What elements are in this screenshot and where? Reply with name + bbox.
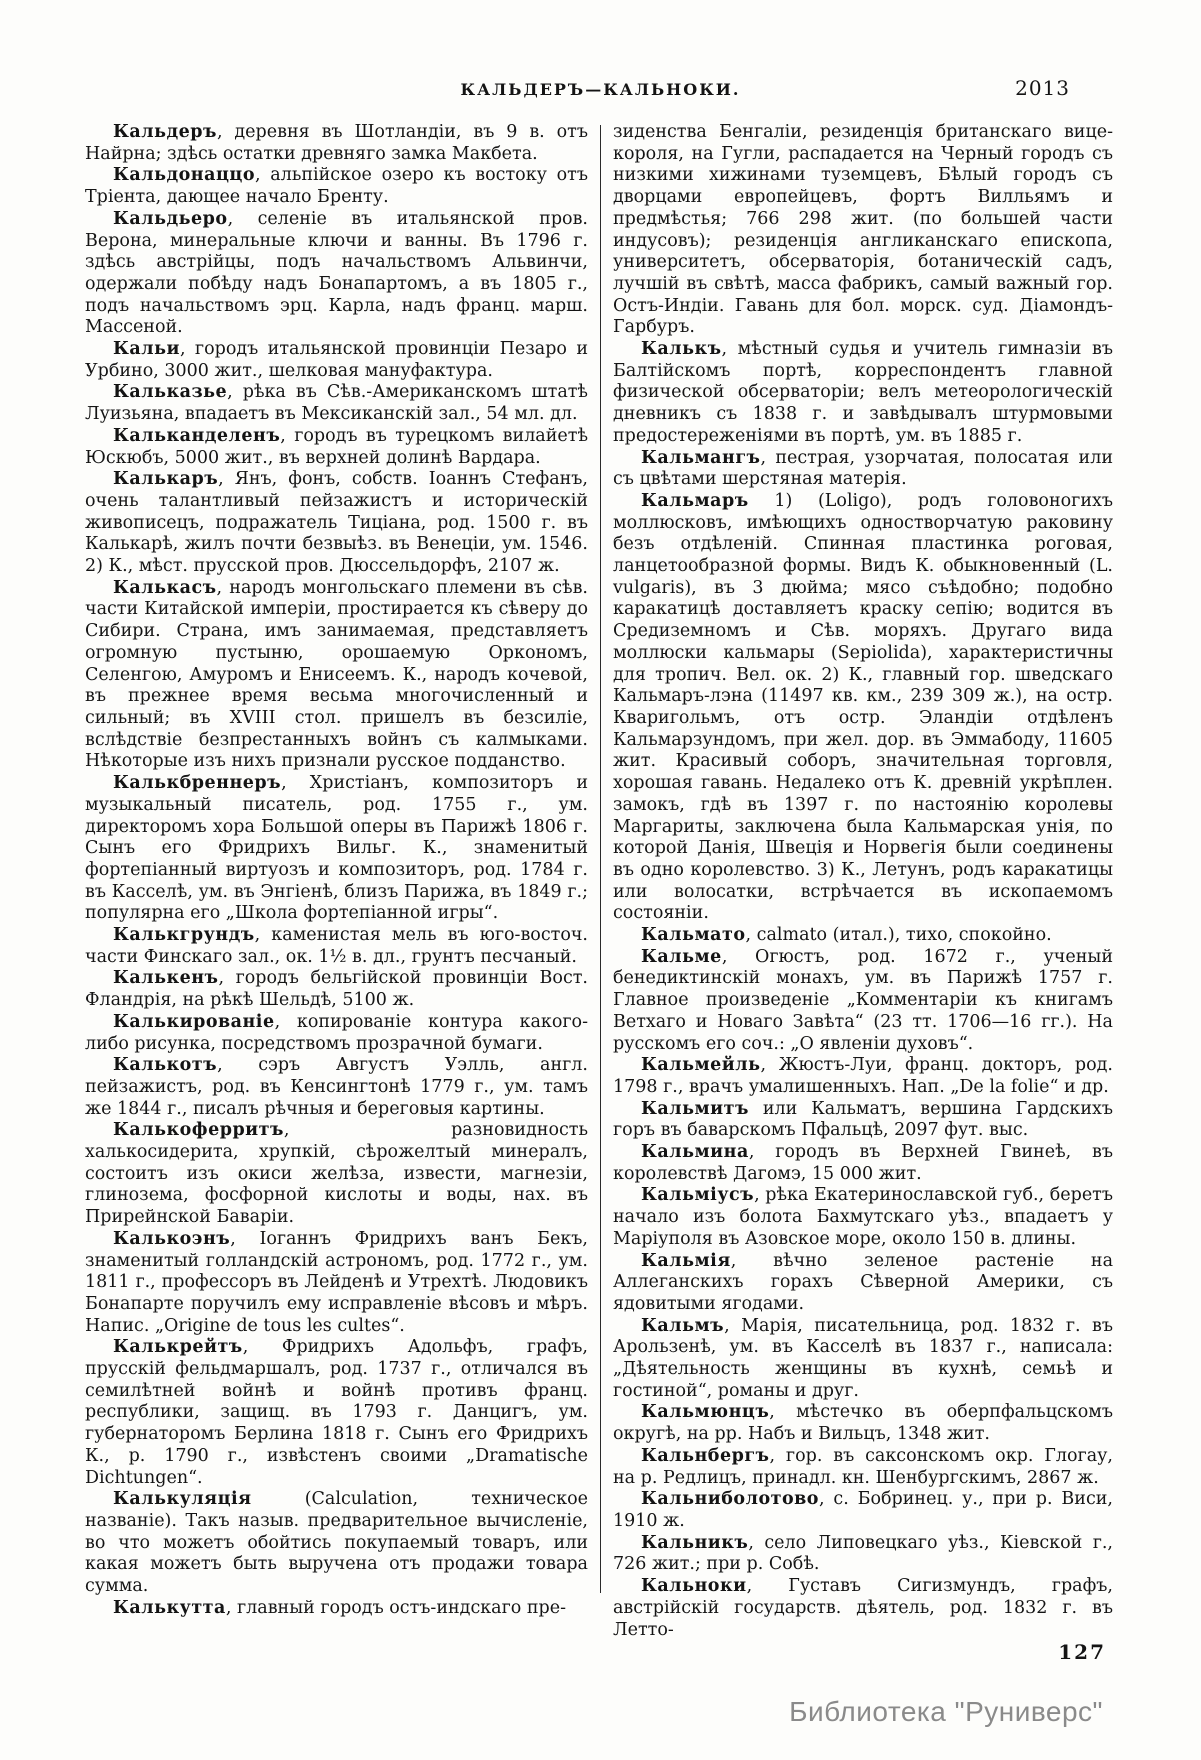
dictionary-entry: Кальи, городъ итальянской провинціи Пезаро и Урбино, 3000 жит., шелковая мануфактура.	[85, 339, 588, 381]
left-column	[85, 122, 588, 1620]
dictionary-entry: Кальноки, Густавъ Сигизмундъ, графъ, австрійскій государств. дѣятель, род. 1832 г. въ Летто-	[613, 1576, 1113, 1640]
dictionary-entry: Калькасъ, народъ монгольскаго племени въ сѣв. части Китайской имперіи, простирается къ сѣверу до Сибири. Страна, имъ занимаемая, представляетъ огромную пустыню, орошаемую Оркономъ, Селенгою, Амуромъ и Енисеемъ. К., народъ кочевой, въ прежнее время весьма многочисленный и сильный; въ XVIII стол. пришелъ въ безсиліе, вслѣдствіе безпрестанныхъ войнъ съ калмыками. Нѣкоторые изъ нихъ признали русское подданство.	[85, 577, 588, 772]
dictionary-entry: Кальникъ, село Липовецкаго уѣз., Кіевской г., 726 жит.; при р. Собѣ.	[613, 1532, 1113, 1575]
entry-headword: Калькенъ	[113, 968, 219, 989]
footer-page-number: 127	[1058, 1640, 1106, 1664]
dictionary-entry: Калькотъ, сэръ Августъ Уэлль, англ. пейзажистъ, род. въ Кенсингтонѣ 1779 г., ум. тамъ же 1844 г., писалъ рѣчныя и береговыя картины.	[85, 1055, 588, 1119]
entry-headword: Кальмато	[641, 925, 746, 946]
entry-headword: Кальнбергъ	[641, 1445, 770, 1466]
entry-headword: Кальмитъ	[641, 1098, 749, 1119]
dictionary-entry: Кальмитъ или Кальматъ, вершина Гардскихъ горъ въ баварскомъ Пфальцѣ, 2097 фут. выс.	[613, 1098, 1113, 1141]
dictionary-entry: Калькаръ, Янъ, фонъ, собств. Іоаннъ Стефанъ, очень талантливый пейзажистъ и историческій живописецъ, подражатель Тиціана, род. 1500 г. въ Калькарѣ, жилъ почти безвыѣз. въ Венеціи, ум. 1546. 2) К., мѣст. прусской пров. Дюссельдорфъ, 2107 ж.	[85, 469, 588, 577]
entry-headword: Кальказье	[113, 382, 228, 403]
entry-headword: Калькбреннеръ	[113, 773, 282, 794]
dictionary-entry: Кальмюнцъ, мѣстечко въ оберпфальцскомъ округѣ, на рр. Набъ и Вильцъ, 1348 жит.	[613, 1402, 1113, 1445]
entry-headword: Кальмъ	[641, 1315, 725, 1336]
entry-headword: Калькрейтъ	[113, 1337, 243, 1358]
page-header-title: КАЛЬДЕРЪ—КАЛЬНОКИ.	[460, 80, 741, 99]
entry-headword: Кальи	[113, 339, 180, 360]
entry-headword: Кальниболотово	[641, 1489, 819, 1510]
entry-headword: Калькутта	[113, 1597, 226, 1618]
entry-headword: Кальмаръ	[641, 490, 749, 511]
entry-headword: Кальмангъ	[641, 447, 761, 468]
dictionary-entry: Кальмато, calmato (итал.), тихо, спокойно.	[641, 925, 1052, 946]
dictionary-entry: Калькенъ, городъ бельгійской провинціи Вост. Фландрія, на рѣкѣ Шельдѣ, 5100 ж.	[85, 968, 588, 1011]
dictionary-entry: Калькированіе, копированіе контура какого-либо рисунка, посредствомъ прозрачной бумаги.	[85, 1011, 588, 1054]
dictionary-entry: Кальканделенъ, городъ въ турецкомъ вилайетѣ Юскюбъ, 5000 жит., въ верхней долинѣ Вардара.	[85, 425, 588, 468]
dictionary-entry: Кальниболотово, с. Бобринец. у., при р. Виси, 1910 ж.	[613, 1489, 1113, 1531]
dictionary-entry: Калькрейтъ, Фридрихъ Адольфъ, графъ, прусскій фельдмаршалъ, род. 1737 г., отличался въ семилѣтней войнѣ и войнѣ противъ франц. республики, защищ. въ 1793 г. Данцигъ, ум. губернаторомъ Берлина 1818 г. Сынъ его Фридрихъ К., р. 1790 г., извѣстенъ своими „Dramatische Dichtungen“.	[85, 1337, 588, 1488]
dictionary-entry: Калькуляція (Calculation, техническое названіе). Такъ назыв. предварительное вычисленіе, во что можетъ обойтись покупаемый товаръ, или какая можетъ быть выручена отъ продажи товара сумма.	[85, 1489, 588, 1597]
dictionary-entry: Кальнбергъ, гор. въ саксонскомъ окр. Глогау, на р. Редлицъ, принадл. кн. Шенбургскимъ, 2867 ж.	[613, 1445, 1113, 1488]
entry-headword: Калькасъ	[113, 577, 217, 598]
dictionary-entry: Калькбреннеръ, Христіанъ, композиторъ и музыкальный писатель, род. 1755 г., ум. директоромъ хора Большой оперы въ Парижѣ 1806 г. Сынъ его Фридрихъ Вильг. К., знаменитый фортепіанный виртуозъ и композиторъ, род. 1784 г. въ Касселѣ, ум. въ Энгіенѣ, близъ Парижа, въ 1849 г.; популярна его „Школа фортепіанной игры“.	[85, 773, 588, 924]
dictionary-entry: Калькоэнъ, Іоганнъ Фридрихъ ванъ Бекъ, знаменитый голландскій астрономъ, род. 1772 г., ум. 1811 г., профессоръ въ Лейденѣ и Утрехтѣ. Людовикъ Бонапарте поручилъ ему исправленіе вѣсовъ и мѣръ. Напис. „Origine de tous les cultes“.	[85, 1228, 588, 1336]
dictionary-entry: Кальмангъ, пестрая, узорчатая, полосатая или съ цвѣтами шерстяная матерія.	[613, 447, 1113, 490]
entry-headword: Кальмина	[641, 1142, 749, 1163]
dictionary-entry: Кальдьеро, селеніе въ итальянской пров. Верона, минеральные ключи и ванны. Въ 1796 г. здѣсь австрійцы, подъ начальствомъ Альвинчи, одержали побѣду надъ Бонапартомъ, а въ 1805 г., подъ начальствомъ эрц. Карла, надъ франц. марш. Массеной.	[85, 208, 588, 338]
right-column	[613, 122, 1113, 1641]
dictionary-entry: Кальмаръ 1) (Loligo), родъ головоногихъ моллюсковъ, имѣющихъ одностворчатую раковину безъ отдѣленій. Спинная пластинка роговая, ланцетообразной формы. Видъ К. обыкновенный (L. vulgaris), въ 3 дюйма; мясо съѣдобно; подобно каракатицѣ доставляетъ краску сепію; водится въ Средиземномъ и Сѣв. моряхъ. Другаго вида моллюски кальмары (Sepiolida), характеристичны для тропич. Вел. ок. 2) К., главный гор. шведскаго Кальмаръ-лэна (11497 кв. км., 239 309 ж.), на остр. Кваригольмъ, отъ остр. Эландіи отдѣленъ Кальмарзундомъ, при жел. дор. въ Эммабоду, 11605 жит. Красивый соборъ, значительная торговля, хорошая гавань. Недалеко отъ К. древній укрѣплен. замокъ, гдѣ въ 1397 г. по настоянію королевы Маргариты, заключена была Кальмарская унія, по которой Данія, Швеція и Норвегія были соединены въ одно королевство. 3) К., Летунъ, родъ каракатицы или волосатки, встрѣчается въ ископаемомъ состояніи.	[613, 490, 1113, 924]
entry-headword: Калькаръ	[113, 469, 219, 490]
entry-headword: Кальникъ	[641, 1532, 749, 1553]
dictionary-entry: Калькъ, мѣстный судья и учитель гимназіи въ Балтійскомъ портѣ, корреспондентъ главной физической обсерваторіи; велъ метеорологическій дневникъ съ 1838 г. и завѣдывалъ штурмовыми предостереженіями въ портѣ, ум. въ 1885 г.	[613, 339, 1113, 446]
column-divider	[600, 125, 601, 1593]
entry-headword: Кальме	[641, 946, 722, 967]
page-number: 2013	[1015, 76, 1070, 100]
entry-headword: Кальдеръ	[113, 122, 217, 142]
dictionary-entry: Кальмина, городъ въ Верхней Гвинеѣ, въ королевствѣ Дагомэ, 15 000 жит.	[613, 1142, 1113, 1184]
dictionary-entry: Кальміусъ, рѣка Екатеринославской губ., беретъ начало изъ болота Бахмутскаго уѣз., впадаетъ у Маріуполя въ Азовское море, около 150 в. длины.	[613, 1185, 1113, 1249]
entry-headword: Калькоферритъ	[113, 1120, 284, 1141]
entry-headword: Калькотъ	[113, 1055, 218, 1076]
dictionary-entry: Кальмія, вѣчно зеленое растеніе на Аллеганскихъ горахъ Сѣверной Америки, съ ядовитыми ягодами.	[613, 1250, 1113, 1314]
dictionary-entry: Калькоферритъ, разновидность халькосидерита, хрупкій, сѣрожелтый минералъ, состоитъ изъ окиси желѣза, извести, магнезіи, глинозема, фосфорной кислоты и воды, нах. въ Прирейнской Баваріи.	[85, 1120, 588, 1228]
entry-headword: Калькгрундъ	[113, 925, 255, 946]
dictionary-entry: зиденства Бенгаліи, резиденція британскаго вице-короля, на Гугли, распадается на Черный городъ съ низкими хижинами туземцевъ, Бѣлый городъ съ дворцами европейцевъ, фортъ Вилльямъ и предмѣстья; 766 298 жит. (по большей части индусовъ); резиденція англиканскаго епископа, университетъ, обсерваторія, ботаническій садъ, лучшій въ свѣтѣ, масса фабрикъ, самый важный гор. Остъ-Индіи. Гавань для бол. морск. суд. Діамондъ-Гарбуръ.	[613, 122, 1113, 338]
entry-headword: Кальканделенъ	[113, 425, 281, 446]
entry-headword: Калькъ	[641, 339, 722, 360]
entry-headword: Кальмюнцъ	[641, 1402, 770, 1423]
entry-headword: Кальмія	[641, 1250, 731, 1271]
entry-headword: Кальноки	[641, 1576, 747, 1597]
dictionary-entry: Калькутта, главный городъ остъ-индскаго пре-	[113, 1597, 567, 1618]
dictionary-entry: Кальдеръ, деревня въ Шотландіи, въ 9 в. отъ Найрна; здѣсь остатки древняго замка Макбета.	[85, 122, 588, 164]
dictionary-entry: Кальмейль, Жюстъ-Луи, франц. докторъ, род. 1798 г., врачъ умалишенныхъ. Нап. „De la folie“ и др.	[613, 1055, 1113, 1097]
entry-headword: Кальдьеро	[113, 208, 228, 229]
dictionary-entry: Кальмъ, Марія, писательница, род. 1832 г. въ Арользенѣ, ум. въ Касселѣ въ 1837 г., написала: „Дѣятельность женщины въ кухнѣ, семьѣ и гостиной“, романы и друг.	[613, 1315, 1113, 1401]
entry-headword: Калькуляція	[113, 1489, 252, 1510]
entry-headword: Кальмейль	[641, 1055, 761, 1076]
entry-headword: Кальміусъ	[641, 1185, 755, 1206]
entry-headword: Кальдонаццо	[113, 165, 255, 186]
dictionary-entry: Кальдонаццо, альпійское озеро къ востоку отъ Тріента, дающее начало Бренту.	[85, 165, 588, 208]
library-watermark: Библиотека "Руниверс"	[789, 1696, 1103, 1727]
entry-headword: Калькированіе	[113, 1011, 275, 1032]
entry-headword: Калькоэнъ	[113, 1228, 231, 1249]
dictionary-entry: Кальказье, рѣка въ Сѣв.-Американскомъ штатѣ Луизьяна, впадаетъ въ Мексиканскій зал., 54 мл. дл.	[85, 382, 588, 425]
dictionary-entry: Калькгрундъ, каменистая мель въ юго-восточ. части Финскаго зал., ок. 1½ в. дл., грунтъ песчаный.	[85, 925, 588, 967]
dictionary-entry: Кальме, Огюстъ, род. 1672 г., ученый бенедиктинскій монахъ, ум. въ Парижѣ 1757 г. Главное произведеніе „Комментаріи къ книгамъ Ветхаго и Новаго Завѣта“ (23 тт. 1706—16 гг.). На русскомъ его соч.: „О явленіи духовъ“.	[613, 946, 1113, 1054]
